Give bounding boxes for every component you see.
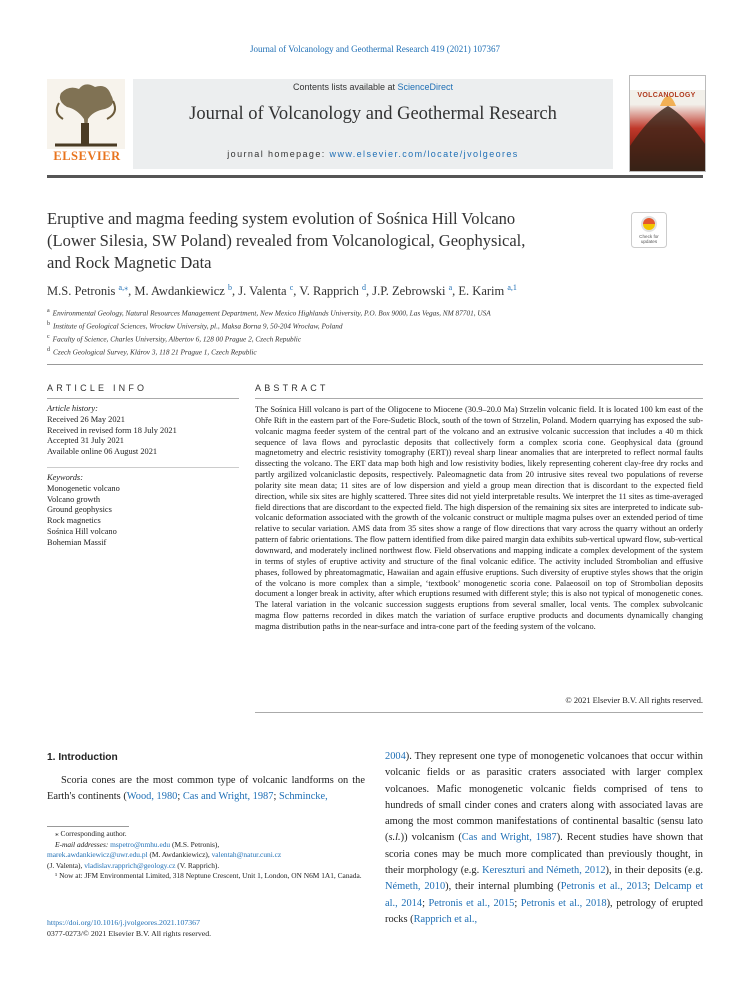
issn-copyright: 0377-0273/© 2021 Elsevier B.V. All rights reserved. [47, 929, 212, 938]
sciencedirect-link[interactable]: ScienceDirect [397, 82, 454, 92]
doi-link[interactable]: https://doi.org/10.1016/j.jvolgeores.2021.107367 [47, 918, 200, 927]
body-text: ). They represent one type of monogenetic volcanoes that occur within volcanic fields or as parasitic craters associated with larger complex volcanoes. Mafic monogenetic volcanic fields comprised of tens to hundreds of small cinder cones and craters along with associated lavas are among the most common manifestations of continental basaltic (sensu lato ( [385, 751, 703, 844]
footnotes [47, 829, 365, 882]
keyword-item: Volcano growth [47, 494, 101, 504]
citation-link[interactable]: Cas and Wright, 1987 [182, 791, 274, 803]
history-label: Article history: [47, 404, 98, 413]
footnote-affiliation-note: ¹ Now at: JFM Environmental Limited, 318 Neptune Crescent, Unit 1, London, ON N6M 1A1, Canada. [55, 871, 362, 881]
keyword-item: Sośnica Hill volcano [47, 526, 117, 536]
author-affil-marker[interactable]: a [448, 283, 453, 292]
history-item: Accepted 31 July 2021 [47, 436, 124, 446]
citation-link[interactable]: Petronis et al., 2015 [428, 897, 515, 909]
keywords-list [47, 473, 239, 549]
article-title [47, 208, 587, 274]
homepage-link[interactable]: www.elsevier.com/locate/jvolgeores [329, 149, 519, 159]
citation-link[interactable]: Wood, 1980 [126, 791, 178, 803]
author-name[interactable]: J.P. Zebrowski [372, 284, 446, 299]
body-text: Scoria cones are the most common type of volcanic landforms on the Earth's continents ( [47, 775, 365, 803]
citation-link[interactable]: Cas and Wright, 1987 [461, 832, 557, 844]
author-name[interactable]: E. Karim [458, 284, 505, 299]
abstract-rule [255, 398, 703, 399]
footnote-rule [47, 826, 129, 827]
title-line: and Rock Magnetic Data [47, 253, 212, 272]
citation-link[interactable]: 2004 [385, 751, 406, 762]
abstract-copyright: © 2021 Elsevier B.V. All rights reserved. [565, 696, 703, 705]
check-for-updates-button[interactable] [631, 212, 667, 248]
citation-link[interactable]: Schmincke, [278, 791, 328, 803]
contents-prefix: Contents lists available at [292, 82, 398, 92]
article-info-rule [47, 398, 239, 399]
citation-link[interactable]: Németh, 2010 [385, 881, 446, 893]
email-link[interactable]: vladislav.rapprich@geology.cz [84, 860, 176, 870]
keywords-rule [47, 467, 239, 468]
affiliation-item: $^c$ Faculty of Science, Charles University, Albertov 6, 128 00 Prague 2, Czech Republic [47, 334, 301, 344]
keyword-item: Ground geophysics [47, 505, 112, 515]
section-heading-introduction: 1. Introduction [47, 752, 118, 763]
title-line: Eruptive and magma feeding system evolution of Sośnica Hill Volcano [47, 209, 516, 228]
author-name[interactable]: M.S. Petronis [47, 284, 116, 299]
citation-link[interactable]: Kereszturi and Németh, 2012 [482, 865, 606, 877]
intro-right-column: 2004). They represent one type of monogenetic volcanoes that occur within volcanic fields or as parasitic craters associated with larger complex volcanoes. Mafic monogenetic volcanic fields comprised of tens to hundreds of small cinder cones and craters along with associated lavas are among the most common manifestations of continental basaltic (sensu lato (s.l.)) volcanism (Cas and Wright, 1987). Recent studies have shown that scoria cones may be much more complicated than previously thought, in their morphology (e.g. Kereszturi and Németh, 2012), in their deposits (e.g. Németh, 2010), their internal plumbing (Petronis et al., 2013; Delcamp et al., 2014; Petronis et al., 2015; Petronis et al., 2018), petrology of erupted rocks (Rapprich et al., [385, 751, 704, 925]
author-affil-marker[interactable]: d [361, 283, 366, 292]
author-affil-marker[interactable]: a,1 [507, 283, 517, 292]
email-link[interactable]: valentah@natur.cuni.cz [211, 850, 282, 860]
check-updates-line1: Check for [639, 234, 659, 239]
keyword-item: Rock magnetics [47, 516, 101, 526]
affiliation-item: $^d$ Czech Geological Survey, Klárov 3, 118 21 Prague 1, Czech Republic [47, 347, 257, 357]
author-affil-marker[interactable]: b [227, 283, 232, 292]
affiliation-item: $^b$ Institute of Geological Sciences, Wrocław University, pl., Maksa Borna 9, 50-204 Wrocław, Poland [47, 321, 343, 331]
journal-reference[interactable]: Journal of Volcanology and Geothermal Research 419 (2021) 107367 [249, 44, 501, 54]
contents-line [133, 82, 613, 92]
email-link[interactable]: marek.awdankiewicz@uwr.edu.pl [47, 850, 148, 860]
author-name[interactable]: M. Awdankiewicz [134, 284, 225, 299]
author-name[interactable]: V. Rapprich [299, 284, 359, 299]
title-line: (Lower Silesia, SW Poland) revealed from Volcanological, Geophysical, [47, 231, 526, 250]
email-link[interactable]: mspetro@nmhu.edu [110, 839, 171, 849]
intro-left-column: Scoria cones are the most common type of volcanic landforms on the Earth's continents (Wood, 1980; Cas and Wright, 1987; Schmincke, [47, 775, 365, 803]
journal-homepage [133, 149, 613, 159]
affiliation-list [47, 306, 703, 358]
footnote-emails: E-mail addresses: mspetro@nmhu.edu (M.S. Petronis), marek.awdankiewicz@uwr.edu.pl (M. Awdankiewicz), valentah@natur.cuni.cz (J. Valenta), vladislav.rapprich@geology.cz (V. Rapprich). [47, 839, 282, 870]
homepage-prefix: journal homepage: [227, 149, 330, 159]
article-history [47, 404, 239, 458]
body-text-italic: s.l. [388, 832, 401, 844]
keyword-item: Bohemian Massif [47, 537, 107, 547]
keywords-label: Keywords: [47, 473, 83, 482]
title-divider [47, 364, 703, 365]
citation-link[interactable]: Petronis et al., 2018 [520, 897, 607, 909]
header-rule [47, 175, 703, 178]
abstract-heading: ABSTRACT [255, 383, 329, 393]
abstract-text: The Sośnica Hill volcano is part of the Oligocene to Miocene (30.9–20.0 Ma) Strzelin volcanic field. It is located 100 km east of the Ohře Rift in the eastern part of the Fore-Sudetic Block, south of the town of Strzelin, Poland. Modern quarrying has exposed the sub-volcanic magma feeder system of the central part of the volcano and an extrusive volcanic succession that includes a 40 m thick sequence of lava flows and pyroclastic deposits that collectively form a complex scoria cone. Geophysical data (ground magnetometry and electric resistivity tomography (ERT)) reveal sharp linear anomalies that are interpreted to reflect normal faults dissecting the volcano. The ERT data map both high and low resistivity bodies, likely representing coherent clay-free dry rocks and partly argilized volcaniclastic deposits, respectively. Paleomagnetic data from 20 intrusive sites reveal two populations of reverse polarity site mean data; 11 sites are of low dispersion and yield a group mean direction that is discordant to the expected field direction, while six sites are highly scattered. Three sites did not yield interpretable results. We interpret the 11 sites as time-averaged field directions that are discordant to the expected field. The high dispersion of the remaining six sites are interpreted to indicate sub-volcanic deformation associated with the growth of the volcanic construct or multiple magma pulses over an extended period of time relative to secular variation. AMS data from 35 sites show a range of flow directions that vary across the quarry without an orderly pattern of fabric orientations. The flow pattern identified from dike paired margin data exhibits sub-vertical upward flow, sub-vertical downward, and moderately inclined northwest flow. Field observations and mapping indicate a complex development of the system in terms of styles of eruptive activity and structure of the final volcanic edifice. The activity included Strombolian and effusive phases, followed by phreatomagmatic, Hawaiian and again effusive eruptions. Such diversity of eruptive styles shows that the origin of the volcano is more complex than a simple, ‘textbook’ monogenetic scoria cone. Palaeosoil on top of Strombolian deposits document a longer break in activity, after which eruptions resumed with different style; this is also not typical of monogenetic cones. The lateral variation in the volcanic succession suggests eruptions from several smaller, local vents. The complex subvolcanic magma flow patterns recorded in dikes match the variation of surface eruptive products and documents dynamically changing magma distribution paths in the near-surface and intra-cone part of the feeding system of the volcano. [255, 405, 703, 631]
history-item: Available online 06 August 2021 [47, 447, 158, 457]
journal-title: Journal of Volcanology and Geothermal Research [189, 104, 557, 124]
journal-cover-image [629, 75, 706, 172]
history-item: Received 26 May 2021 [47, 414, 125, 424]
author-name[interactable]: J. Valenta [238, 284, 287, 299]
citation-link[interactable]: Petronis et al., 2013 [560, 881, 648, 893]
journal-cover-title: VOLCANOLOGY [637, 92, 696, 99]
history-item: Received in revised form 18 July 2021 [47, 425, 177, 435]
abstract-bottom-rule [255, 712, 703, 713]
author-list: M.S. Petronis $^{a,⁎}$, M. Awdankiewicz $^b$, J. Valenta $^c$, V. Rapprich $^d$, J.P. Zebrowski $^a$, E. Karim $^{a,1}$ [47, 283, 517, 299]
elsevier-wordmark: ELSEVIER [53, 149, 121, 163]
author-affil-marker[interactable]: a,⁎ [118, 283, 129, 292]
author-affil-marker[interactable]: c [289, 283, 294, 292]
check-updates-line2: updates [640, 239, 658, 244]
keyword-item: Monogenetic volcano [47, 483, 120, 493]
citation-link[interactable]: Delcamp et al., 2014 [385, 881, 703, 909]
citation-link[interactable]: Rapprich et al., [413, 913, 478, 925]
article-info-heading: ARTICLE INFO [47, 383, 148, 393]
footnote-corresponding: ⁎ Corresponding author. [55, 829, 127, 838]
affiliation-item: $^a$ Environmental Geology, Natural Resources Management Department, New Mexico Highlands University, P.O. Box 9000, Las Vegas, NM 87701, USA [47, 308, 491, 318]
check-updates-icon [631, 212, 667, 248]
